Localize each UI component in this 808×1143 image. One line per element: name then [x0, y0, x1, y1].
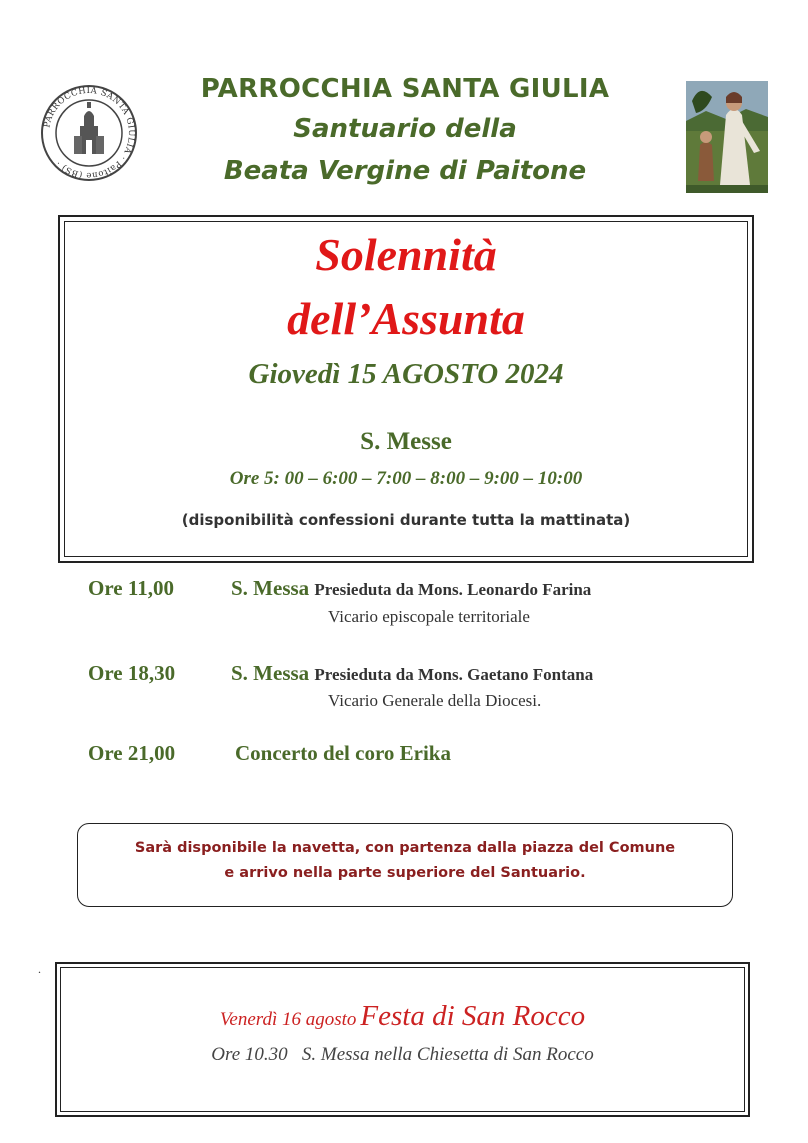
schedule-presider-2: Presieduta da Mons. Gaetano Fontana: [314, 665, 594, 684]
schedule-event-2: S. Messa: [231, 661, 310, 685]
schedule-event-1: S. Messa: [231, 576, 310, 600]
event-title-line-2: dell’Assunta: [287, 293, 525, 344]
san-rocco-heading: [55, 1000, 750, 1033]
sanctuary-line-1: Santuario della: [293, 114, 517, 144]
san-rocco-date: Venerdì 16 agosto: [219, 1009, 357, 1030]
svg-text:PARROCCHIA SANTA GIULIA · Pait: PARROCCHIA SANTA GIULIA · Paitone (BS) ·: [42, 85, 137, 181]
parish-name: PARROCCHIA SANTA GIULIA: [200, 74, 610, 104]
schedule-time-1: Ore 11,00: [88, 576, 174, 600]
san-rocco-box: [55, 962, 750, 1117]
event-title-line-1: Solennità: [315, 229, 497, 280]
stray-dot: .: [38, 962, 41, 976]
schedule-item-2: [231, 661, 593, 686]
confessions-note: (disponibilità confessioni durante tutta la mattinata): [181, 511, 631, 529]
schedule-presider-1: Presieduta da Mons. Leonardo Farina: [314, 580, 592, 599]
schedule-role-2: Vicario Generale della Diocesi.: [328, 691, 542, 710]
shuttle-line-1: Sarà disponibile la navetta, con partenza dalla piazza del Comune: [134, 840, 676, 856]
schedule-role-1: Vicario episcopale territoriale: [328, 607, 530, 626]
schedule-event-3: Concerto del coro Erika: [235, 741, 451, 765]
san-rocco-mass: Ore 10.30 S. Messa nella Chiesetta di San Rocco: [211, 1044, 594, 1065]
masses-label: S. Messe: [360, 428, 452, 455]
sanctuary-line-2: Beata Vergine di Paitone: [223, 156, 587, 186]
masses-times: Ore 5: 00 – 6:00 – 7:00 – 8:00 – 9:00 – 10:00: [229, 468, 583, 489]
saint-painting: [686, 81, 768, 193]
event-date: Giovedì 15 AGOSTO 2024: [248, 358, 564, 390]
schedule-time-2: Ore 18,30: [88, 661, 176, 685]
shuttle-line-2: e arrivo nella parte superiore del Santuario.: [224, 865, 586, 881]
san-rocco-feast: Festa di San Rocco: [360, 1000, 586, 1032]
schedule-time-3: Ore 21,00: [88, 741, 176, 765]
schedule-item-1: [231, 576, 591, 601]
